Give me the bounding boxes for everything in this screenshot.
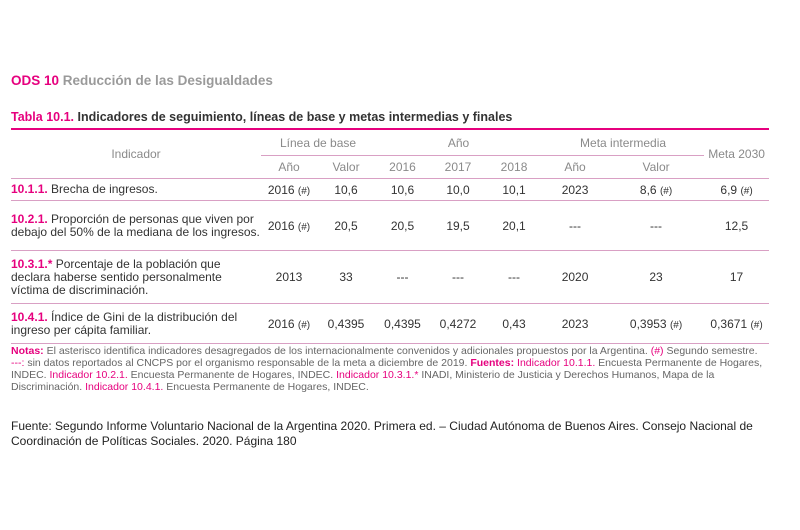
indicator-text: Proporción de personas que viven por debajo del 50% de la mediana de los ingresos.: [11, 211, 260, 239]
meta-value: 23: [649, 270, 663, 284]
value-2016: 10,6: [375, 179, 430, 201]
fuente-indicador-1: Indicador 10.1.1.: [514, 357, 596, 369]
value-2017: 19,5: [430, 201, 486, 251]
value-2016: 0,4395: [375, 304, 430, 344]
meta2030-value: 12,5: [724, 218, 749, 233]
section-heading: [11, 73, 273, 88]
header-2016: 2016: [375, 156, 430, 179]
value-2018: 20,1: [486, 201, 542, 251]
header-2017: 2017: [430, 156, 486, 179]
table-title: [11, 110, 512, 124]
meta-year: 2023: [542, 179, 608, 201]
table-title-text: Indicadores de seguimiento, líneas de base y metas intermedias y finales: [77, 110, 513, 124]
base-value: 0,4395: [317, 304, 375, 344]
meta2030-cell: [704, 251, 769, 304]
base-year: 2016: [267, 316, 295, 331]
header-base-anio: Año: [261, 156, 317, 179]
meta2030-cell: [704, 201, 769, 251]
notes-text-3: sin datos reportados al CNCPS por el organismo responsable de la meta a diciembre de 2019.: [24, 357, 471, 369]
header-meta-valor: Valor: [608, 156, 704, 179]
base-year-cell: [261, 201, 317, 251]
notes-text-2: Segundo semestre.: [663, 345, 758, 357]
table-row: [11, 304, 769, 344]
base-year-mark: (#): [297, 319, 311, 331]
base-year-cell: [261, 179, 317, 201]
meta-year: 2023: [542, 304, 608, 344]
indicator-code: 10.2.1.: [11, 211, 48, 226]
indicator-text: Porcentaje de la población que declara haberse sentido personalmente víctima de discriminación.: [11, 256, 222, 297]
meta-value: 8,6: [639, 182, 657, 197]
indicator-cell: [11, 201, 261, 251]
header-meta-intermedia: Meta intermedia: [542, 130, 704, 156]
fuente-indicador-2: Indicador 10.2.1.: [49, 369, 128, 381]
fuente-indicador-3: Indicador 10.3.1.*: [336, 369, 419, 381]
indicator-code: 10.1.1.: [11, 182, 48, 196]
meta-value-cell: [608, 304, 704, 344]
indicator-cell: [11, 251, 261, 304]
indicators-table: [11, 130, 769, 344]
header-2018: 2018: [486, 156, 542, 179]
meta-year: ---: [542, 201, 608, 251]
value-2017: 10,0: [430, 179, 486, 201]
base-year-mark: (#): [297, 221, 311, 233]
base-year-mark: (#): [297, 185, 311, 197]
meta-value-mark: (#): [669, 319, 683, 331]
fuente-indicador-4: Indicador 10.4.1.: [85, 381, 164, 393]
indicator-code: 10.4.1.: [11, 309, 48, 324]
table-code: Tabla 10.1.: [11, 110, 74, 124]
value-2016: ---: [375, 251, 430, 304]
header-indicador: Indicador: [11, 130, 261, 179]
value-2018: 10,1: [486, 179, 542, 201]
header-linea-base: Línea de base: [261, 130, 375, 156]
base-value: 10,6: [317, 179, 375, 201]
indicator-text: Índice de Gini de la distribución del ingreso per cápita familiar.: [11, 309, 238, 337]
value-2017: ---: [430, 251, 486, 304]
base-value: 33: [317, 251, 375, 304]
base-year-cell: [261, 251, 317, 304]
base-year: 2013: [275, 270, 303, 284]
header-base-valor: Valor: [317, 156, 375, 179]
notes-mark: (#): [650, 345, 664, 357]
value-2016: 20,5: [375, 201, 430, 251]
indicator-cell: [11, 304, 261, 344]
table-row: [11, 251, 769, 304]
table-row: [11, 201, 769, 251]
header-anio-group: Año: [375, 130, 542, 156]
source-caption: Fuente: Segundo Informe Voluntario Nacional de la Argentina 2020. Primera ed. – Ciudad Autónoma de Buenos Aires. Consejo Nacional de Coordinación de Políticas Sociales. 2020. Página 180: [11, 419, 753, 448]
base-year-cell: [261, 304, 317, 344]
meta2030-mark: (#): [740, 185, 753, 197]
fuente-source-1: Encuesta Permanente de Hogares, INDEC.: [11, 357, 763, 381]
meta-year: 2020: [542, 251, 608, 304]
fuente-source-4: Encuesta Permanente de Hogares, INDEC.: [163, 381, 369, 393]
base-year: 2016: [267, 218, 295, 233]
meta2030-value: 6,9: [720, 182, 738, 197]
base-value: 20,5: [317, 201, 375, 251]
meta2030-cell: [704, 304, 769, 344]
notes-label: Notas:: [11, 345, 44, 357]
meta2030-value: 0,3671: [710, 316, 748, 331]
meta2030-mark: (#): [750, 319, 763, 331]
fuente-source-2: Encuesta Permanente de Hogares, INDEC.: [127, 369, 337, 381]
table-row: [11, 179, 769, 201]
notes-text-1: El asterisco identifica indicadores desagregados de los internacionalmente convenidos y adicionales propuestos por la Argentina.: [43, 345, 651, 357]
meta-value-cell: [608, 251, 704, 304]
meta-value: 0,3953: [629, 316, 667, 331]
meta-value-mark: (#): [659, 185, 673, 197]
base-year: 2016: [267, 182, 295, 197]
table-notes: [11, 345, 771, 393]
fuentes-label: Fuentes:: [470, 357, 515, 369]
fuente-source-3: INADI, Ministerio de Justicia y Derechos Humanos, Mapa de la Discriminación.: [11, 369, 715, 393]
meta2030-value: 17: [729, 270, 744, 284]
meta-value-cell: [608, 201, 704, 251]
meta2030-cell: [704, 179, 769, 201]
meta-value: ---: [650, 218, 663, 233]
value-2018: ---: [486, 251, 542, 304]
header-meta-anio: Año: [542, 156, 608, 179]
value-2017: 0,4272: [430, 304, 486, 344]
value-2018: 0,43: [486, 304, 542, 344]
notes-dash: ---:: [11, 357, 25, 369]
header-meta-2030: Meta 2030: [704, 130, 769, 179]
indicator-cell: [11, 179, 261, 201]
heading-title: Reducción de las Desigualdades: [62, 73, 273, 88]
indicator-text: Brecha de ingresos.: [51, 182, 158, 196]
meta-value-cell: [608, 179, 704, 201]
heading-code: ODS 10: [11, 73, 60, 88]
indicator-code: 10.3.1.*: [11, 256, 53, 271]
